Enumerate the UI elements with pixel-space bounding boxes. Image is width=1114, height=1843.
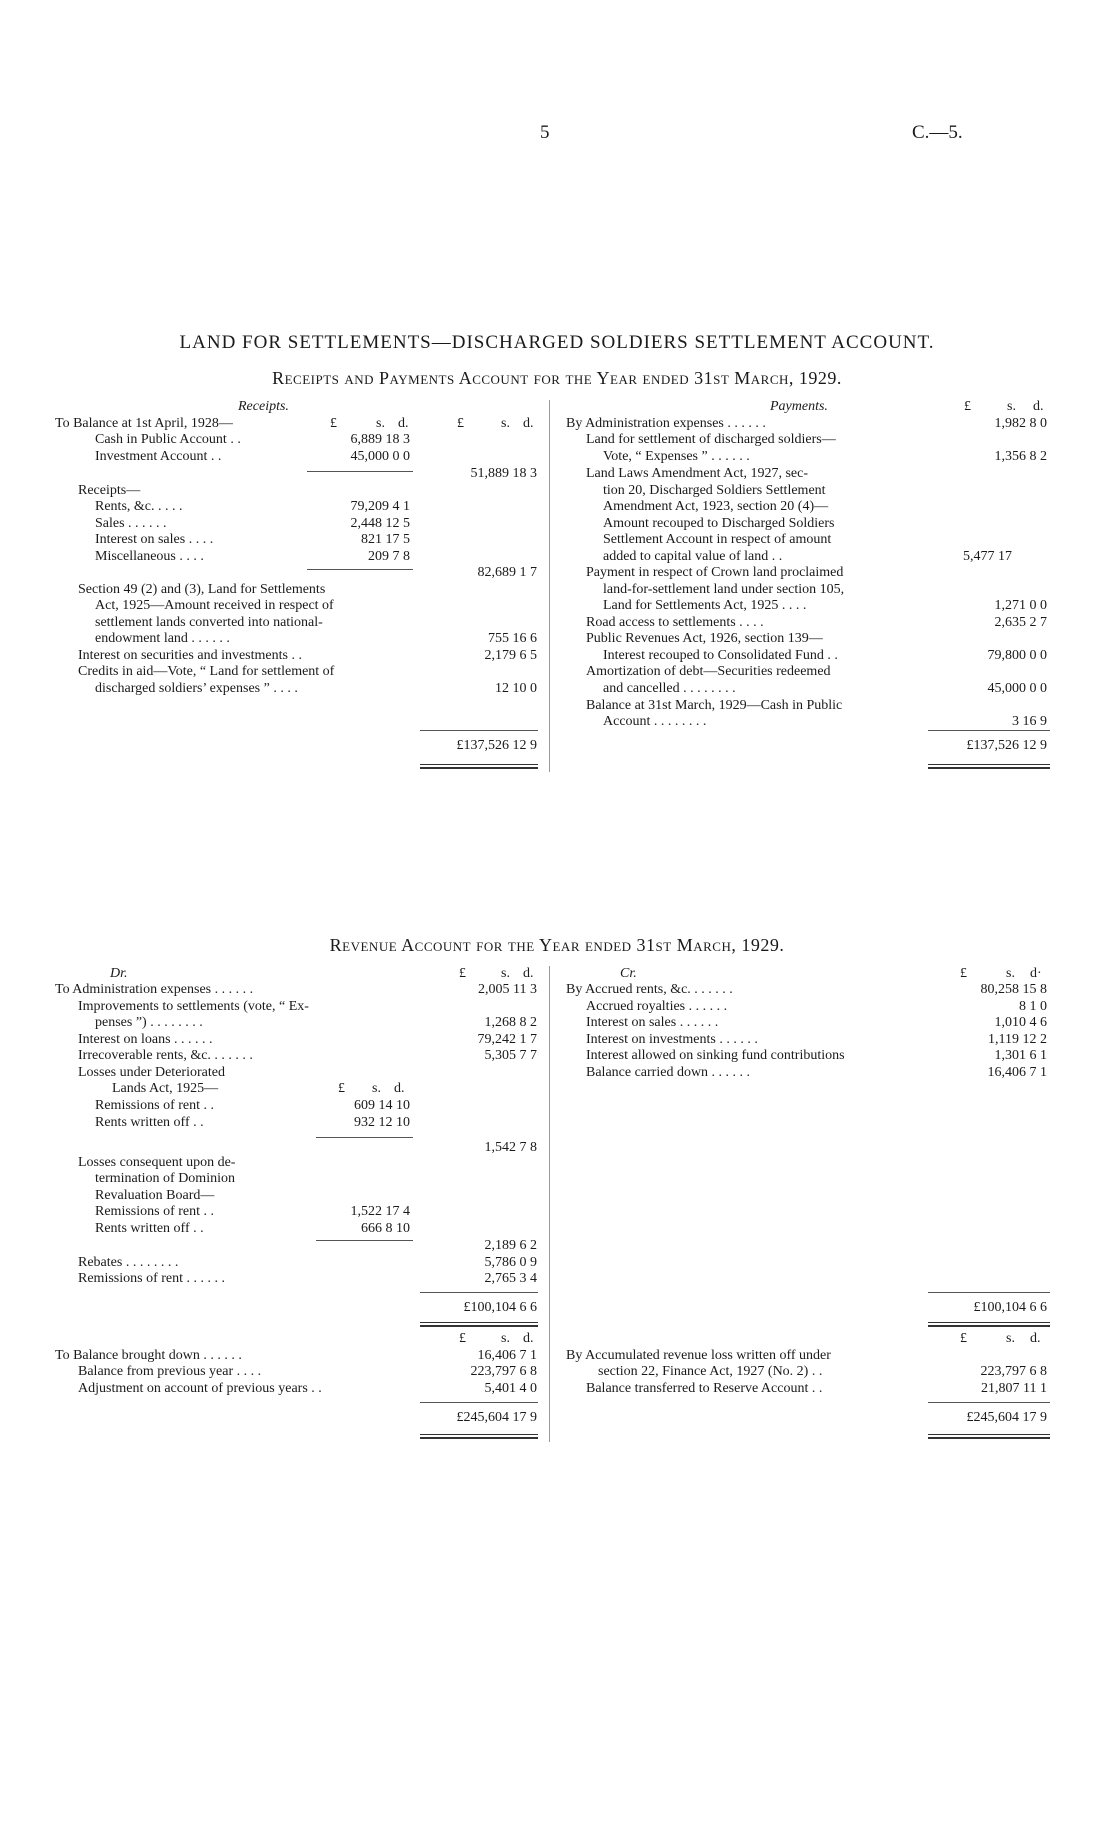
receipt-line: Cash in Public Account . .	[95, 432, 241, 447]
credit-line: Accrued royalties . . . . . .	[586, 999, 728, 1014]
col-s: s.	[372, 1081, 381, 1096]
receipts-heading: Receipts.	[238, 399, 289, 414]
receipt-line: Credits in aid—Vote, “ Land for settlement of	[78, 664, 335, 679]
payment-line: Public Revenues Act, 1926, section 139—	[586, 631, 823, 646]
receipt-line: discharged soldiers’ expenses ” . . . .	[95, 681, 298, 696]
payment-line: By Administration expenses . . . . . .	[566, 416, 766, 431]
col-s: s.	[1006, 1331, 1015, 1346]
credit-grand-total: £100,104 6 6	[973, 1300, 1047, 1315]
payments-heading: Payments.	[770, 399, 828, 414]
receipt-line: Section 49 (2) and (3), Land for Settlements	[78, 582, 326, 597]
debit-value: 2,765 3 4	[484, 1271, 537, 1286]
col-d: d.	[523, 416, 534, 431]
debit-subvalue: 609 14 10	[354, 1098, 410, 1113]
col-d: d.	[1030, 1331, 1041, 1346]
rule	[316, 1137, 413, 1138]
payment-line: Settlement Account in respect of amount	[603, 532, 832, 547]
debit-line: Rents written off . .	[95, 1221, 204, 1236]
debit-line: Remissions of rent . .	[95, 1204, 214, 1219]
col-d: d.	[394, 1081, 405, 1096]
payment-value: 79,800 0 0	[987, 648, 1047, 663]
credit-heading: Cr.	[620, 966, 637, 981]
receipt-line: settlement lands converted into national-	[95, 615, 323, 630]
debit-value: 5,786 0 9	[484, 1255, 537, 1270]
debit-balance-total: £245,604 17 9	[456, 1410, 537, 1425]
debit-line: Lands Act, 1925—	[112, 1081, 219, 1096]
payment-line: Land Laws Amendment Act, 1927, sec-	[586, 466, 809, 481]
credit-line: Balance transferred to Reserve Account . .	[586, 1381, 823, 1396]
payment-line: Land for settlement of discharged soldiers—	[586, 432, 836, 447]
credit-value: 8 1 0	[1019, 999, 1047, 1014]
col-pound: £	[960, 1331, 967, 1346]
col-pound: £	[459, 1331, 466, 1346]
receipts-grand-total: £137,526 12 9	[456, 738, 537, 753]
receipt-line: Rents, &c. . . . .	[95, 499, 183, 514]
debit-line: Interest on loans . . . . . .	[78, 1032, 213, 1047]
payment-value: 1,271 0 0	[994, 598, 1047, 613]
revenue-subtitle: Revenue Account for the Year ended 31st March, 1929.	[329, 935, 785, 955]
debit-value: 223,797 6 8	[470, 1364, 537, 1379]
credit-value: 1,119 12 2	[988, 1032, 1047, 1047]
credit-value: 16,406 7 1	[987, 1065, 1047, 1080]
rule	[420, 1402, 538, 1403]
payment-line: added to capital value of land . .	[603, 549, 783, 564]
main-title: LAND FOR SETTLEMENTS—DISCHARGED SOLDIERS SETTLEMENT ACCOUNT.	[179, 332, 935, 353]
debit-line: Remissions of rent . . . . . .	[78, 1271, 225, 1286]
debit-value: 2,005 11 3	[478, 982, 537, 997]
receipt-total: 2,179 6 5	[484, 648, 537, 663]
double-rule	[420, 764, 538, 769]
receipt-line: Interest on securities and investments . .	[78, 648, 302, 663]
receipt-total: 755 16 6	[488, 631, 537, 646]
rule	[307, 471, 413, 472]
col-s: s.	[501, 1331, 510, 1346]
debit-value: 1,542 7 8	[484, 1140, 537, 1155]
credit-value: 223,797 6 8	[980, 1364, 1047, 1379]
debit-value: 5,401 4 0	[484, 1381, 537, 1396]
receipt-subvalue: 821 17 5	[361, 532, 410, 547]
debit-subvalue: 666 8 10	[361, 1221, 410, 1236]
col-s: s.	[501, 966, 510, 981]
debit-line: To Balance brought down . . . . . .	[55, 1348, 242, 1363]
receipt-line: Interest on sales . . . .	[95, 532, 214, 547]
payment-line: Land for Settlements Act, 1925 . . . .	[603, 598, 807, 613]
payment-value: 1,982 8 0	[994, 416, 1047, 431]
col-s: s.	[1006, 966, 1015, 981]
debit-line: Irrecoverable rents, &c. . . . . . .	[78, 1048, 253, 1063]
credit-line: Interest on sales . . . . . .	[586, 1015, 719, 1030]
debit-value: 16,406 7 1	[477, 1348, 537, 1363]
debit-line: Losses consequent upon de-	[78, 1155, 236, 1170]
double-rule	[928, 764, 1050, 769]
center-divider	[549, 400, 550, 772]
receipt-line: Investment Account . .	[95, 449, 222, 464]
payment-value: 45,000 0 0	[987, 681, 1047, 696]
credit-line: By Accumulated revenue loss written off under	[566, 1348, 831, 1363]
credit-value: 1,010 4 6	[994, 1015, 1047, 1030]
payment-value: 5,477 17	[963, 549, 1012, 564]
receipts-payments-subtitle: Receipts and Payments Account for the Year ended 31st March, 1929.	[272, 368, 842, 388]
credit-line: Interest allowed on sinking fund contributions	[586, 1048, 845, 1063]
payment-value: 1,356 8 2	[994, 449, 1047, 464]
debit-line: Rebates . . . . . . . .	[78, 1255, 179, 1270]
receipt-total: 12 10 0	[495, 681, 537, 696]
payment-line: Payment in respect of Crown land proclaimed	[586, 565, 844, 580]
col-pound: £	[960, 966, 967, 981]
rule	[316, 1240, 413, 1241]
credit-line: Interest on investments . . . . . .	[586, 1032, 758, 1047]
rule	[420, 1292, 538, 1293]
double-rule	[420, 1322, 538, 1327]
col-s: s.	[376, 416, 385, 431]
col-d: d.	[1033, 399, 1044, 414]
col-s: s.	[1007, 399, 1016, 414]
receipt-subvalue: 2,448 12 5	[350, 516, 410, 531]
receipt-line: Miscellaneous . . . .	[95, 549, 204, 564]
debit-value: 79,242 1 7	[477, 1032, 537, 1047]
payment-line: Interest recouped to Consolidated Fund . .	[603, 648, 838, 663]
debit-line: Adjustment on account of previous years . .	[78, 1381, 322, 1396]
document-code: C.—5.	[912, 122, 963, 143]
credit-line: By Accrued rents, &c. . . . . . .	[566, 982, 733, 997]
receipt-line: Sales . . . . . .	[95, 516, 167, 531]
rule	[420, 730, 538, 731]
debit-line: Losses under Deteriorated	[78, 1065, 225, 1080]
rule	[928, 730, 1050, 731]
receipt-line: Act, 1925—Amount received in respect of	[95, 598, 334, 613]
credit-line: Balance carried down . . . . . .	[586, 1065, 751, 1080]
receipt-subvalue: 79,209 4 1	[350, 499, 410, 514]
debit-line: Balance from previous year . . . .	[78, 1364, 262, 1379]
payments-grand-total: £137,526 12 9	[966, 738, 1047, 753]
debit-grand-total: £100,104 6 6	[463, 1300, 537, 1315]
col-pound: £	[964, 399, 971, 414]
receipt-subvalue: 45,000 0 0	[350, 449, 410, 464]
debit-line: termination of Dominion	[95, 1171, 235, 1186]
receipt-line: endowment land . . . . . .	[95, 631, 230, 646]
col-s: s.	[501, 416, 510, 431]
receipt-line: Receipts—	[78, 483, 141, 498]
page-number: 5	[540, 122, 550, 143]
double-rule	[420, 1434, 538, 1439]
rule	[928, 1402, 1050, 1403]
col-pound: £	[338, 1081, 345, 1096]
debit-value: 1,268 8 2	[484, 1015, 537, 1030]
debit-line: Improvements to settlements (vote, “ Ex-	[78, 999, 309, 1014]
center-divider	[549, 966, 550, 1442]
credit-value: 80,258 15 8	[980, 982, 1047, 997]
receipt-total: 82,689 1 7	[477, 565, 537, 580]
rule	[928, 1292, 1050, 1293]
payment-line: tion 20, Discharged Soldiers Settlement	[603, 483, 826, 498]
debit-subvalue: 1,522 17 4	[350, 1204, 410, 1219]
payment-line: Account . . . . . . . .	[603, 714, 707, 729]
payment-line: Amortization of debt—Securities redeemed	[586, 664, 831, 679]
col-pound: £	[330, 416, 337, 431]
debit-line: penses ”) . . . . . . . .	[95, 1015, 203, 1030]
debit-line: Revaluation Board—	[95, 1188, 215, 1203]
debit-line: Rents written off . .	[95, 1115, 204, 1130]
credit-balance-total: £245,604 17 9	[966, 1410, 1047, 1425]
col-pound: £	[457, 416, 464, 431]
receipt-subvalue: 6,889 18 3	[350, 432, 410, 447]
payment-value: 2,635 2 7	[994, 615, 1047, 630]
receipt-subvalue: 209 7 8	[368, 549, 410, 564]
payment-line: Amendment Act, 1923, section 20 (4)—	[603, 499, 829, 514]
credit-line: section 22, Finance Act, 1927 (No. 2) . .	[598, 1364, 823, 1379]
debit-line: To Administration expenses . . . . . .	[55, 982, 254, 997]
payment-line: land-for-settlement land under section 105,	[603, 582, 845, 597]
credit-value: 21,807 11 1	[981, 1381, 1047, 1396]
debit-subvalue: 932 12 10	[354, 1115, 410, 1130]
payment-line: Road access to settlements . . . .	[586, 615, 764, 630]
double-rule	[928, 1434, 1050, 1439]
payment-line: Amount recouped to Discharged Soldiers	[603, 516, 835, 531]
col-d: d.	[398, 416, 409, 431]
payment-line: Balance at 31st March, 1929—Cash in Public	[586, 698, 843, 713]
debit-line: Remissions of rent . .	[95, 1098, 214, 1113]
debit-value: 2,189 6 2	[484, 1238, 537, 1253]
col-d: d.	[523, 966, 534, 981]
payment-value: 3 16 9	[1012, 714, 1047, 729]
credit-value: 1,301 6 1	[994, 1048, 1047, 1063]
col-pound: £	[459, 966, 466, 981]
col-d: d.	[523, 1331, 534, 1346]
receipt-line: To Balance at 1st April, 1928—	[55, 416, 233, 431]
col-d: d·	[1030, 966, 1042, 981]
rule	[307, 569, 413, 570]
payment-line: Vote, “ Expenses ” . . . . . .	[603, 449, 750, 464]
debit-heading: Dr.	[110, 966, 128, 981]
double-rule	[928, 1322, 1050, 1327]
payment-line: and cancelled . . . . . . . .	[603, 681, 736, 696]
debit-value: 5,305 7 7	[484, 1048, 537, 1063]
receipt-total: 51,889 18 3	[470, 466, 537, 481]
